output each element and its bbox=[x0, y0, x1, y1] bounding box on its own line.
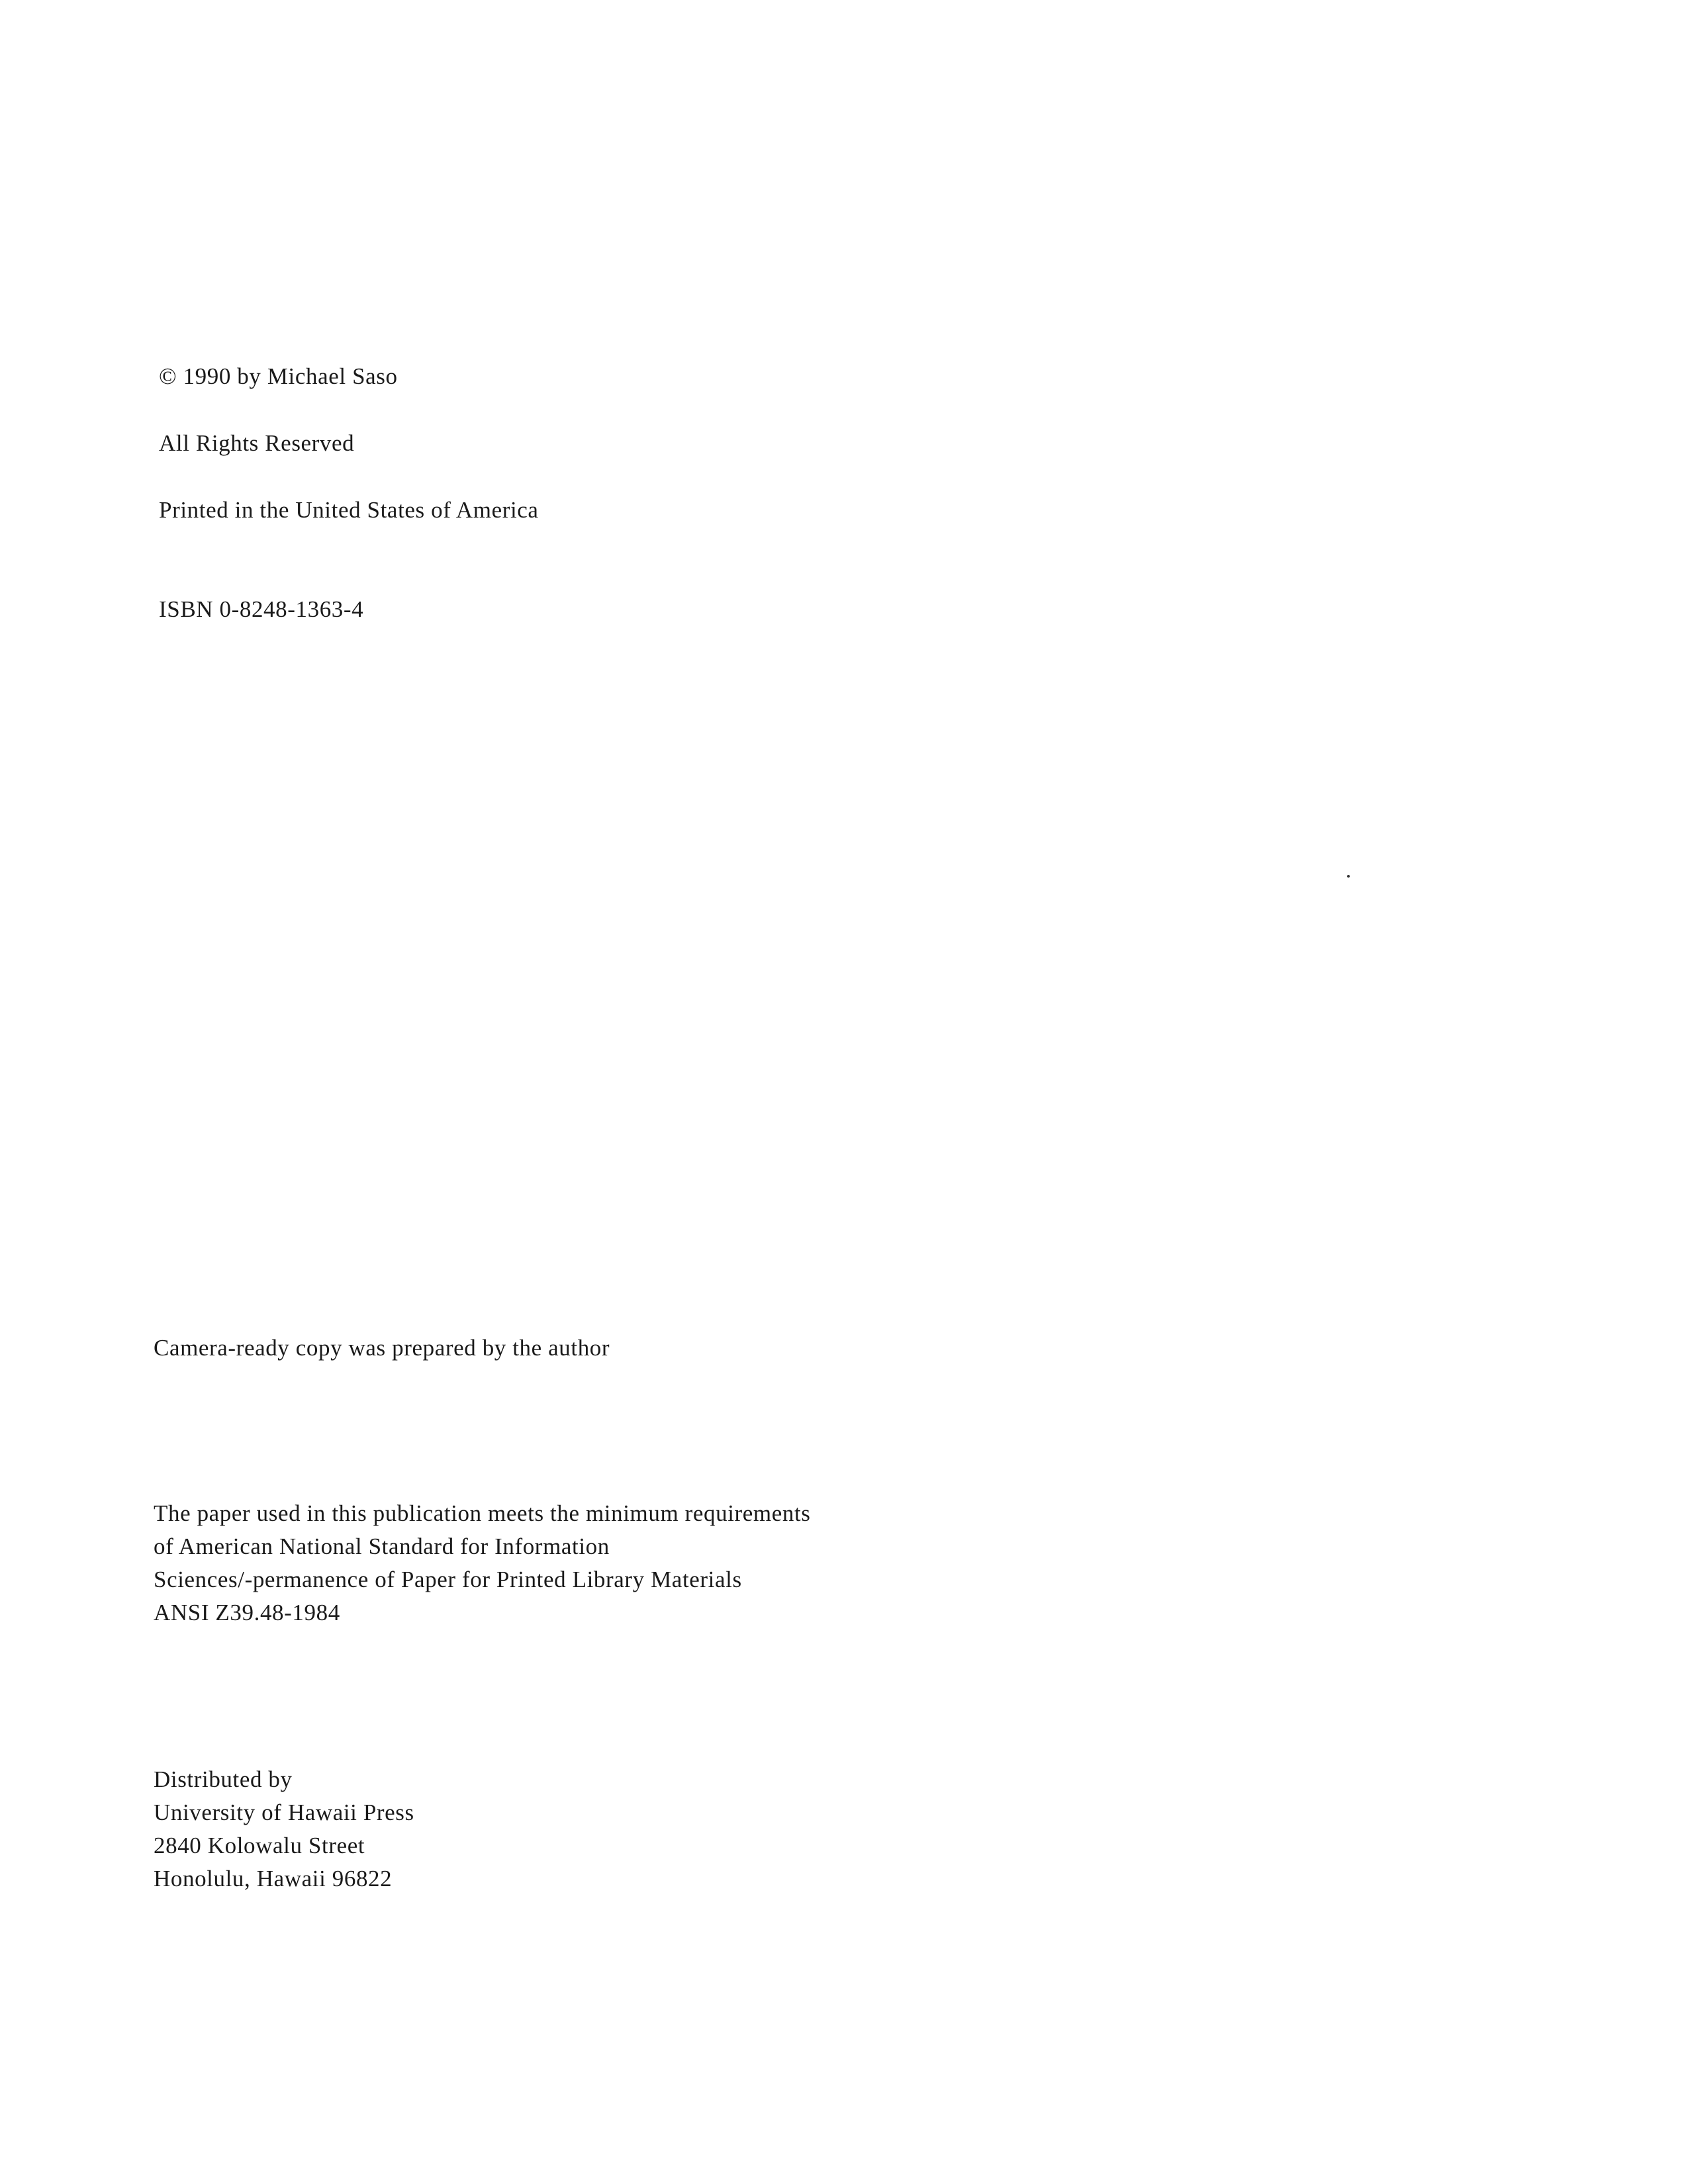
paper-notice bbox=[154, 1497, 811, 1629]
distributor-address bbox=[154, 1763, 414, 1895]
paper-notice-line: ANSI Z39.48-1984 bbox=[154, 1600, 340, 1625]
distributor-line: Distributed by bbox=[154, 1766, 293, 1792]
distributor-line: Honolulu, Hawaii 96822 bbox=[154, 1866, 393, 1891]
scan-speck bbox=[1347, 875, 1350, 878]
paper-notice-line: The paper used in this publication meets the minimum requirements bbox=[154, 1500, 811, 1526]
distributor-line: University of Hawaii Press bbox=[154, 1799, 414, 1825]
distributor-line: 2840 Kolowalu Street bbox=[154, 1833, 365, 1858]
isbn-line: ISBN 0-8248-1363-4 bbox=[159, 596, 364, 622]
paper-notice-line: Sciences/-permanence of Paper for Printed Library Materials bbox=[154, 1567, 742, 1592]
rights-line: All Rights Reserved bbox=[159, 430, 355, 456]
camera-ready-note: Camera-ready copy was prepared by the author bbox=[154, 1335, 610, 1361]
printed-line: Printed in the United States of America bbox=[159, 497, 539, 523]
paper-notice-line: of American National Standard for Information bbox=[154, 1533, 610, 1559]
copyright-line: © 1990 by Michael Saso bbox=[159, 363, 398, 389]
